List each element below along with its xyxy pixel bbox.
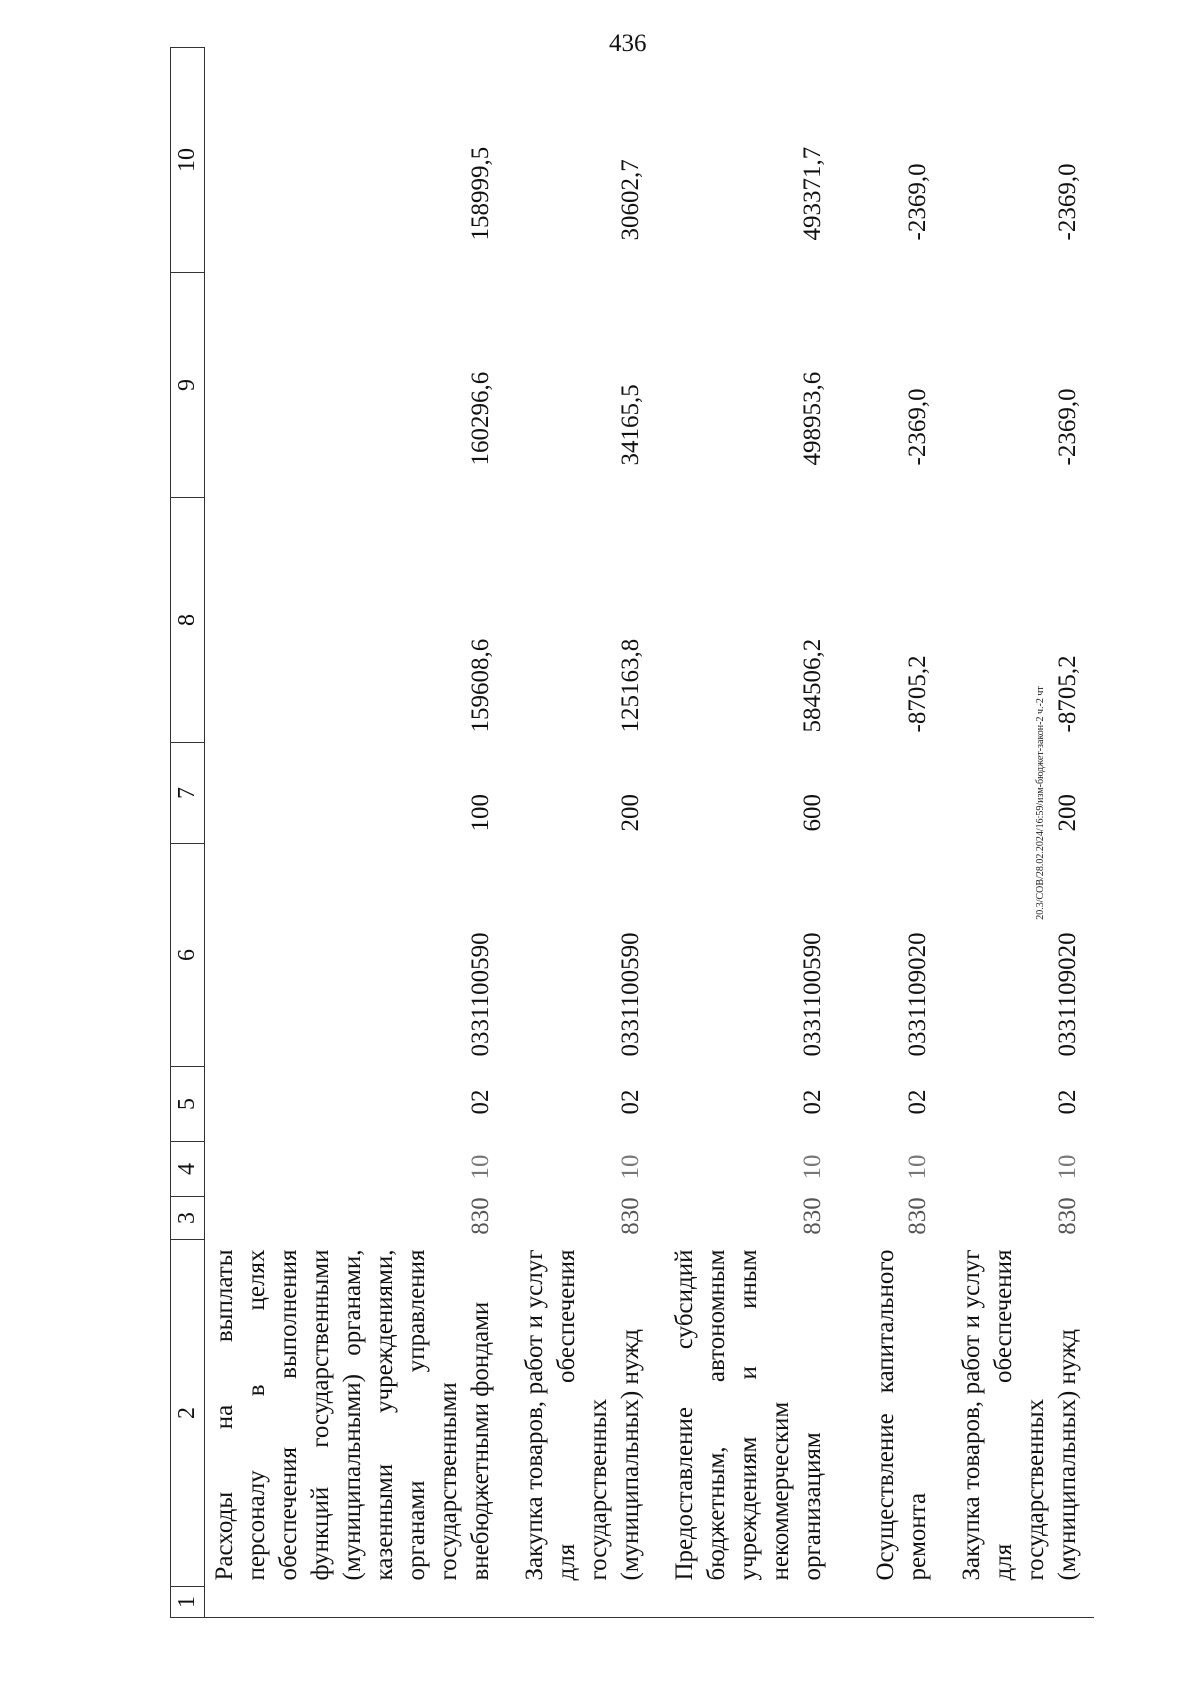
- header-col-2: 2: [171, 1240, 205, 1587]
- row-description: Предоставление субсидий бюджетным, автономным учреждениям и иным некоммерческим организациям: [671, 1249, 826, 1581]
- header-col-10: 10: [171, 48, 205, 273]
- row-col-5: 02: [467, 1089, 494, 1115]
- row-description: Расходы на выплаты персоналу в целях обеспечения выполнения функций государственными (муниципальными) органами, казенными учреждениями, органами управления государственными внебюджетными фондами: [211, 1249, 494, 1581]
- budget-table: [170, 47, 1094, 1618]
- row-col-1: [205, 1587, 508, 1618]
- header-col-6: 6: [171, 844, 205, 1067]
- row-col-7: 200: [617, 794, 644, 832]
- row-col-9: -2369,0: [904, 388, 931, 466]
- footer-note: 20.3/СОВ/28.02.2024/16:59/изм-бюджет-закон-2 ч.-2 чт: [1035, 686, 1046, 920]
- row-col-4: 10: [799, 1154, 826, 1180]
- row-col-10: 158999,5: [467, 146, 494, 241]
- row-col-5: 02: [617, 1089, 644, 1115]
- table-row: [205, 48, 508, 1618]
- row-col-6: 0331100590: [617, 932, 644, 1057]
- row-col-4: 10: [1054, 1154, 1081, 1180]
- header-col-8: 8: [171, 498, 205, 743]
- row-col-1: [839, 1587, 944, 1618]
- row-col-7: 600: [799, 794, 826, 832]
- row-col-9: 498953,6: [799, 371, 826, 466]
- row-col-10: 493371,7: [799, 146, 826, 241]
- row-col-8: 125163,8: [617, 638, 644, 733]
- row-col-1: [944, 1587, 1094, 1618]
- row-col-10: 30602,7: [617, 159, 644, 241]
- row-col-3: 830: [617, 1197, 644, 1235]
- row-col-8: 159608,6: [467, 638, 494, 733]
- row-col-10: -2369,0: [904, 163, 931, 241]
- table-row: [507, 48, 657, 1618]
- table-row: [944, 48, 1094, 1618]
- row-col-5: 02: [904, 1089, 931, 1115]
- row-col-5: 02: [799, 1089, 826, 1115]
- row-col-7: 200: [1054, 794, 1081, 832]
- header-col-3: 3: [171, 1197, 205, 1240]
- rotated-table-container: [170, 78, 1081, 1618]
- row-col-9: -2369,0: [1054, 388, 1081, 466]
- header-col-7: 7: [171, 743, 205, 844]
- row-col-7: [839, 743, 944, 844]
- row-col-10: -2369,0: [1054, 163, 1081, 241]
- row-col-1: [507, 1587, 657, 1618]
- row-col-8: -8705,2: [904, 655, 931, 733]
- row-col-4: 10: [617, 1154, 644, 1180]
- header-col-4: 4: [171, 1142, 205, 1197]
- row-col-6: 0331109020: [904, 932, 931, 1057]
- row-col-3: 830: [467, 1197, 494, 1235]
- row-description: Закупка товаров, работ и услуг для обеспечения государственных (муниципальных) нужд: [521, 1249, 644, 1581]
- header-col-9: 9: [171, 273, 205, 498]
- row-col-3: 830: [1054, 1197, 1081, 1235]
- row-col-4: 10: [467, 1154, 494, 1180]
- row-col-1: [657, 1587, 839, 1618]
- row-col-8: -8705,2: [1054, 655, 1081, 733]
- row-col-4: 10: [904, 1154, 931, 1180]
- row-col-7: 100: [467, 794, 494, 832]
- header-row: [171, 48, 205, 1618]
- row-col-6: 0331100590: [467, 932, 494, 1057]
- row-col-3: 830: [904, 1197, 931, 1235]
- page-number: 436: [609, 30, 647, 57]
- table-row: [839, 48, 944, 1618]
- header-col-1: 1: [171, 1587, 205, 1618]
- row-col-6: 0331100590: [799, 932, 826, 1057]
- table-header: [171, 48, 205, 1618]
- row-col-9: 160296,6: [467, 371, 494, 466]
- table-body: [205, 48, 1095, 1618]
- row-col-3: 830: [799, 1197, 826, 1235]
- table-row: [657, 48, 839, 1618]
- row-col-9: 34165,5: [617, 384, 644, 466]
- header-col-5: 5: [171, 1067, 205, 1142]
- row-col-8: 584506,2: [799, 638, 826, 733]
- row-col-6: 0331109020: [1054, 932, 1081, 1057]
- row-col-5: 02: [1054, 1089, 1081, 1115]
- row-description: Закупка товаров, работ и услуг для обеспечения государственных (муниципальных) нужд: [958, 1249, 1081, 1581]
- row-description: Осуществление капитального ремонта: [872, 1249, 931, 1581]
